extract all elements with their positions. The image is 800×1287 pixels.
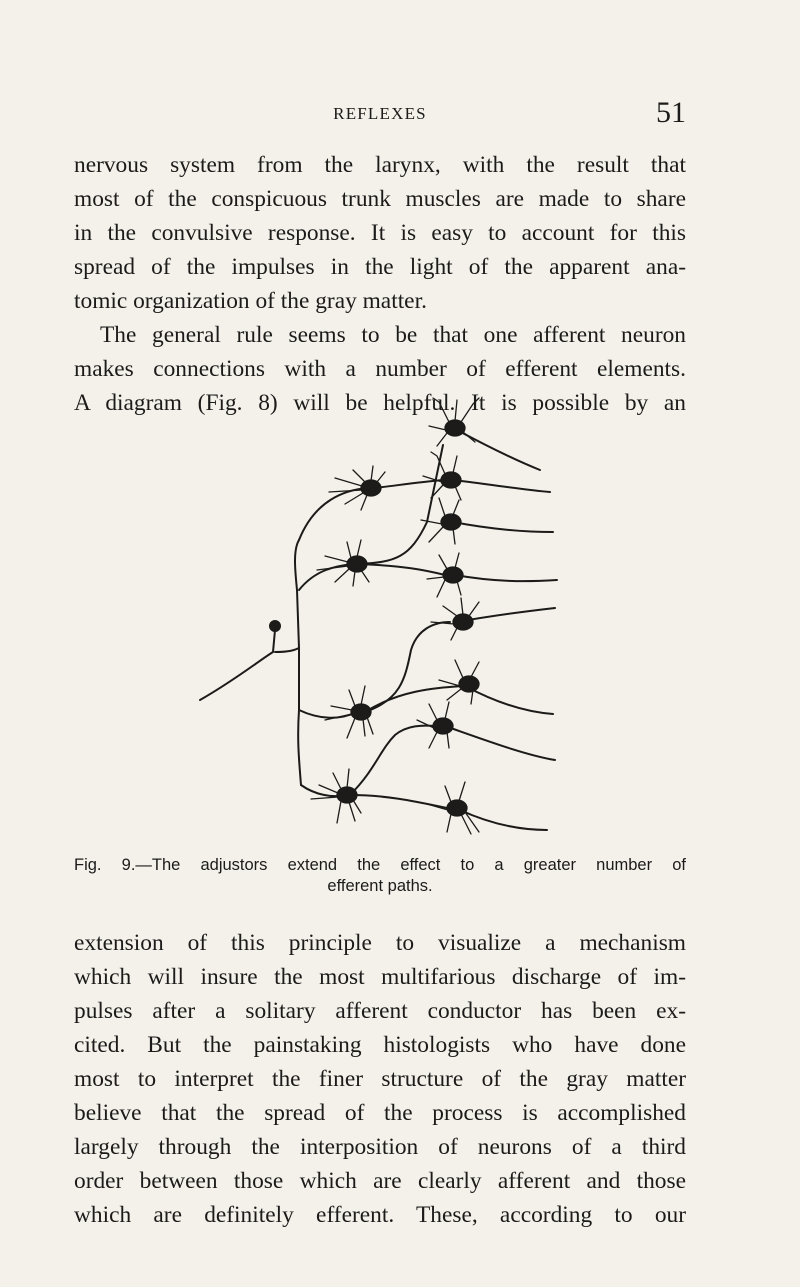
running-title: REFLEXES — [333, 104, 427, 123]
text-line: in the convulsive response. It is easy to account for this — [74, 220, 686, 246]
running-head — [74, 96, 686, 132]
neuron-diagram — [195, 390, 565, 850]
caption-line: efferent paths. — [327, 877, 433, 895]
text-line: most of the conspicuous trunk muscles are made to share — [74, 186, 686, 212]
neuron-diagram-illustration — [195, 390, 565, 850]
caption-line: Fig. 9.—The adjustors extend the effect to a greater number of — [74, 856, 686, 874]
text-line: tomic organization of the gray matter. — [74, 288, 427, 314]
text-line: which are definitely efferent. These, according to our — [74, 1202, 686, 1228]
figure-caption — [74, 855, 686, 897]
text-line: believe that the spread of the process is accomplished — [74, 1100, 686, 1126]
text-line: most to interpret the finer structure of the gray matter — [74, 1066, 686, 1092]
text-line: extension of this principle to visualize a mechanism — [74, 930, 686, 956]
text-line: order between those which are clearly afferent and those — [74, 1168, 686, 1194]
text-line: largely through the interposition of neurons of a third — [74, 1134, 686, 1160]
text-line: nervous system from the larynx, with the result that — [74, 152, 686, 178]
text-line: which will insure the most multifarious discharge of im- — [74, 964, 686, 990]
text-line: cited. But the painstaking histologists who have done — [74, 1032, 686, 1058]
text-line: The general rule seems to be that one afferent neuron — [100, 322, 686, 348]
text-line: A diagram (Fig. 8) will be helpful. It is possible by an — [74, 390, 686, 416]
text-line: makes connections with a number of efferent elements. — [74, 356, 686, 382]
text-line: spread of the impulses in the light of the apparent ana- — [74, 254, 686, 280]
text-line: pulses after a solitary afferent conductor has been ex- — [74, 998, 686, 1024]
paragraph-bottom — [74, 926, 686, 1232]
page-number: 51 — [656, 96, 686, 129]
paragraph-top — [74, 148, 686, 420]
